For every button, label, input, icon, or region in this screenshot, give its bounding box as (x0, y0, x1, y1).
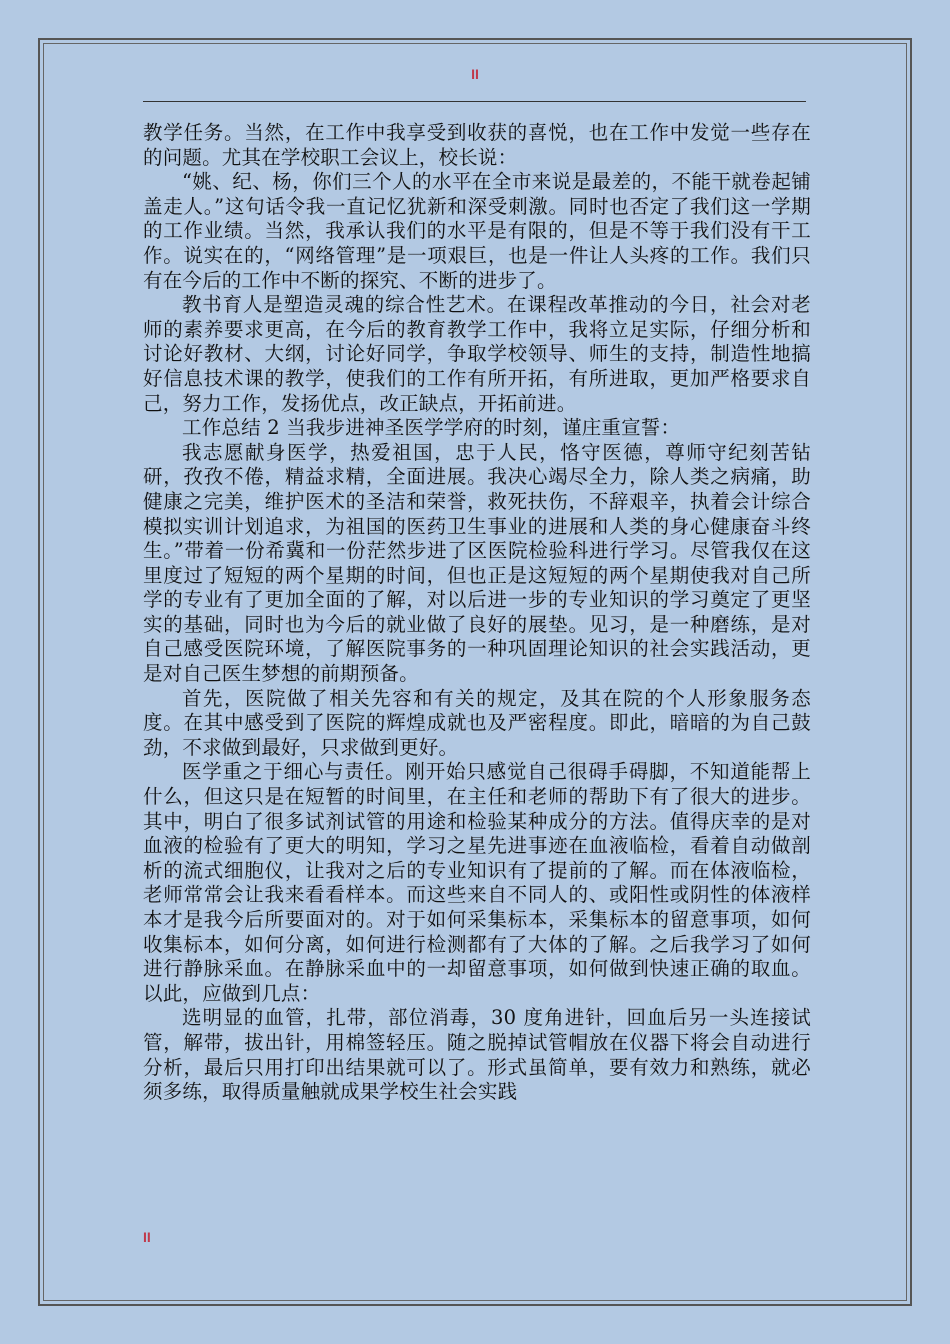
paragraph: 我志愿献身医学，热爱祖国，忠于人民，恪守医德，尊师守纪刻苦钻研，孜孜不倦，精益求精，全面进展。我决心竭尽全力，除人类之病痛，助健康之完美，维护医术的圣洁和荣誉，救死扶伤，不辞艰辛，执着会计综合模拟实训计划追求，为祖国的医药卫生事业的进展和人类的身心健康奋斗终生。”带着一份希冀和一份茫然步进了区医院检验科进行学习。尽管我仅在这里度过了短短的两个星期的时间，但也正是这短短的两个星期使我对自己所学的专业有了更加全面的了解，对以后进一步的专业知识的学习奠定了更坚实的基础，同时也为今后的就业做了良好的展垫。见习，是一种磨练，是对自己感受医院环境，了解医院事务的一种巩固理论知识的社会实践活动，更是对自己医生梦想的前期预备。 (143, 440, 811, 686)
header-divider (143, 101, 806, 102)
paragraph: 工作总结 2 当我步进神圣医学学府的时刻，谨庄重宣誓： (182, 416, 681, 440)
paragraph: 教学任务。当然，在工作中我享受到收获的喜悦，也在工作中发觉一些存在的问题。尤其在学校职工会议上，校长说： (143, 121, 811, 169)
paragraph: “姚、纪、杨，你们三个人的水平在全市来说是最差的，不能干就卷起铺盖走人。”这句话令我一直记忆犹新和深受刺激。同时也否定了我们这一学期的工作业绩。当然，我承认我们的水平是有限的，但是不等于我们没有干工作。说实在的，“网络管理”是一项艰巨，也是一件让人头疼的工作。我们只有在今后的工作中不断的探究、不断的进步了。 (143, 170, 811, 292)
paragraph: 教书育人是塑造灵魂的综合性艺术。在课程改革推动的今日，社会对老师的素养要求更高，在今后的教育教学工作中，我将立足实际，仔细分析和讨论好教材、大纲，讨论好同学，争取学校领导、师生的支持，制造性地搞好信息技术课的教学，使我们的工作有所开拓，有所进取，更加严格要求自己，努力工作，发扬优点，改正缺点，开拓前进。 (143, 293, 811, 415)
paragraph: 选明显的血管，扎带，部位消毒，30 度角进针，回血后另一头连接试管，解带，拔出针，用棉签轻压。随之脱掉试管帽放在仪器下将会自动进行分析，最后只用打印出结果就可以了。形式虽简单，要有效力和熟练，就必须多练，取得质量触就成果学校生社会实践 (143, 1006, 811, 1104)
header-page-mark: II (471, 66, 479, 82)
paragraph: 首先，医院做了相关先容和有关的规定，及其在院的个人形象服务态度。在其中感受到了医院的辉煌成就也及严密程度。即此，暗暗的为自己鼓劲，不求做到最好，只求做到更好。 (143, 686, 811, 759)
document-body (143, 121, 811, 1105)
paragraph: 医学重之于细心与责任。刚开始只感觉自己很碍手碍脚，不知道能帮上什么，但这只是在短暂的时间里，在主任和老师的帮助下有了很大的进步。其中，明白了很多试剂试管的用途和检验某种成分的方法。值得庆幸的是对血液的检验有了更大的明知，学习之星先进事迹在血液临检，看着自动做剖析的流式细胞仪，让我对之后的专业知识有了提前的了解。而在体液临检，老师常常会让我来看看样本。而这些来自不同人的、或阳性或阴性的体液样本才是我今后所要面对的。对于如何采集标本，采集标本的留意事项，如何收集标本，如何分离，如何进行检测都有了大体的了解。之后我学习了如何进行静脉采血。在静脉采血中的一却留意事项，如何做到快速正确的取血。以此，应做到几点： (143, 760, 811, 1005)
footer-page-mark: II (143, 1229, 151, 1245)
